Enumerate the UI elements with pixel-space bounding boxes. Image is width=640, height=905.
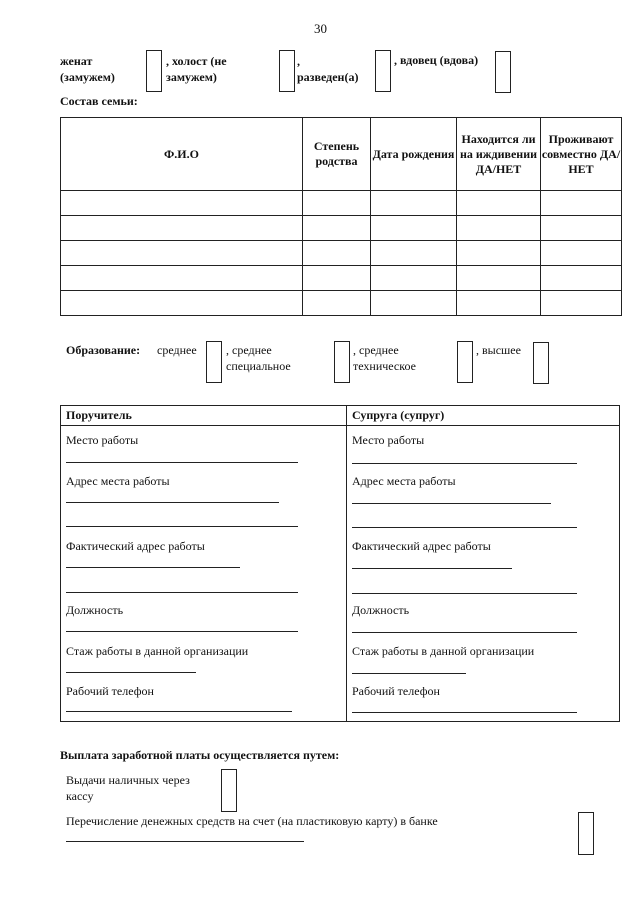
panel-divider: [346, 406, 347, 721]
education-secondary-label: среднее: [157, 343, 197, 357]
table-cell[interactable]: [457, 291, 541, 316]
guarantor-experience-label: Стаж работы в данной организации: [66, 644, 249, 658]
table-cell[interactable]: [303, 241, 371, 266]
guarantor-work-address-field-1[interactable]: [66, 502, 279, 503]
spouse-experience-field[interactable]: [352, 673, 466, 674]
transfer-checkbox[interactable]: [578, 812, 594, 855]
table-cell[interactable]: [541, 191, 622, 216]
marital-married-label: женат (замужем): [60, 54, 115, 84]
table-cell[interactable]: [61, 291, 303, 316]
table-cell[interactable]: [61, 266, 303, 291]
table-cell[interactable]: [303, 216, 371, 241]
education-higher-label: , высшее: [476, 343, 521, 357]
header-relation: Степень родства: [303, 118, 371, 191]
header-living-together: Проживают совместно ДА/НЕТ: [541, 118, 622, 191]
table-cell[interactable]: [541, 216, 622, 241]
guarantor-work-place-label: Место работы: [66, 433, 139, 447]
spouse-work-address-field-2[interactable]: [352, 527, 577, 528]
single-checkbox[interactable]: [279, 50, 295, 92]
spouse-work-address-field-1[interactable]: [352, 503, 551, 504]
married-checkbox[interactable]: [146, 50, 162, 92]
special-checkbox[interactable]: [334, 341, 350, 383]
table-cell[interactable]: [457, 191, 541, 216]
table-cell[interactable]: [61, 191, 303, 216]
table-cell[interactable]: [303, 266, 371, 291]
spouse-experience-label: Стаж работы в данной организации: [352, 644, 535, 658]
table-cell[interactable]: [457, 266, 541, 291]
guarantor-position-field[interactable]: [66, 631, 298, 632]
guarantor-actual-address-field-1[interactable]: [66, 567, 240, 568]
bank-name-field[interactable]: [66, 841, 304, 842]
salary-section-title: Выплата заработной платы осуществляется путем:: [60, 748, 340, 762]
widowed-checkbox[interactable]: [495, 51, 511, 93]
higher-checkbox[interactable]: [533, 342, 549, 384]
table-row: [61, 291, 622, 316]
table-cell[interactable]: [61, 241, 303, 266]
guarantor-actual-address-field-2[interactable]: [66, 592, 298, 593]
education-special-label: , среднее специальное: [226, 343, 291, 373]
table-cell[interactable]: [371, 291, 457, 316]
technical-checkbox[interactable]: [457, 341, 473, 383]
salary-transfer-label: Перечисление денежных средств на счет (на пластиковую карту) в банке: [66, 814, 438, 828]
guarantor-work-address-label: Адрес места работы: [66, 474, 170, 488]
marital-widowed-label: , вдовец (вдова): [394, 53, 479, 67]
guarantor-work-address-field-2[interactable]: [66, 526, 298, 527]
spouse-position-field[interactable]: [352, 632, 577, 633]
page-number: 30: [314, 21, 327, 36]
guarantor-spouse-panel: [60, 405, 620, 722]
table-row: [61, 191, 622, 216]
header-dependent: Находится ли на иждивении ДА/НЕТ: [457, 118, 541, 191]
salary-cash-label: Выдачи наличных через кассу: [66, 773, 190, 803]
table-cell[interactable]: [541, 266, 622, 291]
guarantor-experience-field[interactable]: [66, 672, 196, 673]
spouse-phone-field[interactable]: [352, 712, 577, 713]
spouse-phone-label: Рабочий телефон: [352, 684, 440, 698]
family-section-title: Состав семьи:: [60, 94, 138, 108]
guarantor-work-place-field[interactable]: [66, 462, 298, 463]
table-cell[interactable]: [371, 191, 457, 216]
cash-checkbox[interactable]: [221, 769, 237, 812]
spouse-actual-address-field-2[interactable]: [352, 593, 577, 594]
table-cell[interactable]: [457, 216, 541, 241]
panel-header-divider: [61, 425, 619, 426]
spouse-actual-address-field-1[interactable]: [352, 568, 512, 569]
header-birth-date: Дата рождения: [371, 118, 457, 191]
table-cell[interactable]: [303, 291, 371, 316]
family-table: [60, 117, 622, 316]
header-fio: Ф.И.О: [61, 118, 303, 191]
family-table-header-row: [61, 118, 622, 191]
table-cell[interactable]: [541, 241, 622, 266]
divorced-checkbox[interactable]: [375, 50, 391, 92]
spouse-title: Супруга (супруг): [352, 408, 445, 422]
education-label: Образование:: [66, 343, 141, 357]
spouse-actual-address-label: Фактический адрес работы: [352, 539, 491, 553]
marital-single-label: , холост (не замужем): [166, 54, 227, 84]
table-cell[interactable]: [457, 241, 541, 266]
table-cell[interactable]: [303, 191, 371, 216]
guarantor-actual-address-label: Фактический адрес работы: [66, 539, 205, 553]
table-row: [61, 241, 622, 266]
table-cell[interactable]: [371, 266, 457, 291]
guarantor-title: Поручитель: [66, 408, 132, 422]
spouse-work-address-label: Адрес места работы: [352, 474, 456, 488]
table-cell[interactable]: [371, 241, 457, 266]
table-row: [61, 216, 622, 241]
table-cell[interactable]: [541, 291, 622, 316]
guarantor-position-label: Должность: [66, 603, 124, 617]
spouse-work-place-label: Место работы: [352, 433, 425, 447]
guarantor-phone-field[interactable]: [66, 711, 292, 712]
table-cell[interactable]: [371, 216, 457, 241]
spouse-work-place-field[interactable]: [352, 463, 577, 464]
secondary-checkbox[interactable]: [206, 341, 222, 383]
table-row: [61, 266, 622, 291]
spouse-position-label: Должность: [352, 603, 410, 617]
guarantor-phone-label: Рабочий телефон: [66, 684, 154, 698]
table-cell[interactable]: [61, 216, 303, 241]
education-technical-label: , среднее техническое: [353, 343, 416, 373]
marital-divorced-label: , разведен(а): [297, 54, 359, 84]
